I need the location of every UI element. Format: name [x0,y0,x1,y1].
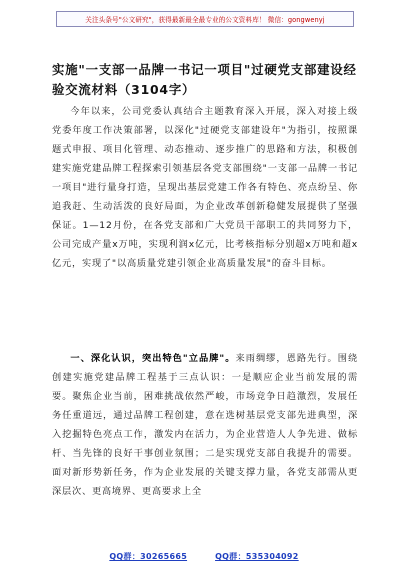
paragraph-intro: 今年以来，公司党委认真结合主题教育深入开展，深入对接上级党委年度工作决策部署，以深化"过硬党支部建设年"为指引，按照课题式申报、项目化管理、动态推动、逐步推广的思路和方法，积极创建实施党建品牌工程探索引领基层各党支部围绕"一支部一品牌一书记一项目"进行量身打造，呈现出基层党建工作各有特色、亮点纷呈、你追我赶、生动活泼的良好局面，为企业改革创新稳健发展提供了坚强保证。1—12月份，在各党支部和广大党员干部职工的共同努力下，公司完成产量x万吨，实现利润x亿元，比考核指标分别超x万吨和超x亿元，实现了"以高质量党建引领企业高质量发展"的奋斗目标。 [52,106,358,269]
footer-qq-group-2: QQ群：535304092 [215,552,299,561]
top-banner: 关注头条号"公文研究"，获得最新最全最专业的公文资料库！ 微信：gongwenyj [56,11,354,27]
section-body: 来雨绸缪，恩路先行。围绕创建实施党建品牌工程基于三点认识：一是顺应企业当前发展的需要。聚焦企业当前，困难挑战依然严峻，市场竞争日趋激烈，发展任务任重道远，通过品牌工程创建，意在选树基层党支部先进典型，深入挖掘特色亮点工作，激发内在活力，为企业营造人人争先进、做标杆、当先锋的良好干事创业氛围；二是实现党支部自我提升的需要。面对新形势新任务，作为企业发展的关键支撑力量，各党支部需从更深层次、更高境界、更高要求上全 [52,353,358,497]
section-heading: 一、深化认识，突出特色"立品牌"。 [70,353,236,364]
footer-qq-group-1: QQ群：30265665 [109,552,188,561]
footer-qq-groups [0,551,408,562]
document-title: 实施"一支部一品牌一书记一项目"过硬党支部建设经验交流材料（3104字） [52,62,357,97]
paragraph-section-one [52,349,358,501]
